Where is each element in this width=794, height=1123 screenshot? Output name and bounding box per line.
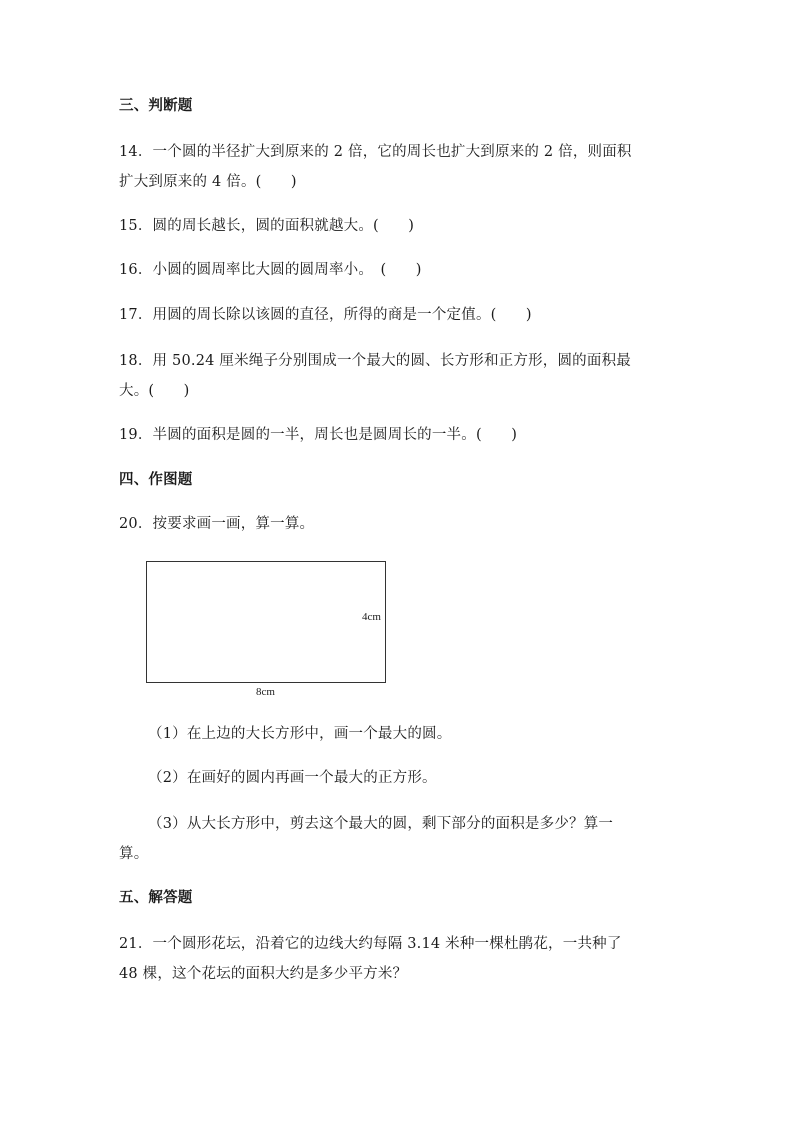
question-17: 17．用圆的周长除以该圆的直径，所得的商是一个定值。( ) bbox=[119, 307, 532, 323]
question-20: 20．按要求画一画，算一算。 bbox=[119, 516, 315, 532]
question-21-line-2: 48 棵，这个花坛的面积大约是多少平方米？ bbox=[119, 966, 408, 982]
section-heading-judgment: 三、判断题 bbox=[119, 98, 193, 114]
question-20-part-1: （1）在上边的大长方形中，画一个最大的圆。 bbox=[148, 726, 452, 742]
rectangle-width-label: 8cm bbox=[256, 686, 275, 698]
question-20-part-2: （2）在画好的圆内再画一个最大的正方形。 bbox=[148, 770, 437, 786]
question-14-line-2: 扩大到原来的 4 倍。( ) bbox=[119, 174, 297, 190]
question-18-line-1: 18．用 50.24 厘米绳子分别围成一个最大的圆、长方形和正方形，圆的面积最 bbox=[119, 353, 631, 369]
question-15: 15．圆的周长越长，圆的面积就越大。( ) bbox=[119, 218, 415, 234]
question-14-line-1: 14．一个圆的半径扩大到原来的 2 倍，它的周长也扩大到原来的 2 倍，则面积 bbox=[119, 144, 632, 160]
rectangle-figure bbox=[146, 561, 386, 683]
question-19: 19．半圆的面积是圆的一半，周长也是圆周长的一半。( ) bbox=[119, 427, 518, 443]
section-heading-answer: 五、解答题 bbox=[119, 890, 193, 906]
question-20-part-3-line-2: 算。 bbox=[119, 846, 149, 862]
question-18-line-2: 大。( ) bbox=[119, 383, 190, 399]
question-21-line-1: 21．一个圆形花坛，沿着它的边线大约每隔 3.14 米种一棵杜鹃花，一共种了 bbox=[119, 936, 622, 952]
question-16: 16．小圆的圆周率比大圆的圆周率小。 ( ) bbox=[119, 262, 422, 278]
section-heading-drawing: 四、作图题 bbox=[119, 472, 193, 488]
question-20-part-3-line-1: （3）从大长方形中，剪去这个最大的圆，剩下部分的面积是多少？算一 bbox=[148, 816, 614, 832]
rectangle-height-label: 4cm bbox=[362, 611, 381, 623]
